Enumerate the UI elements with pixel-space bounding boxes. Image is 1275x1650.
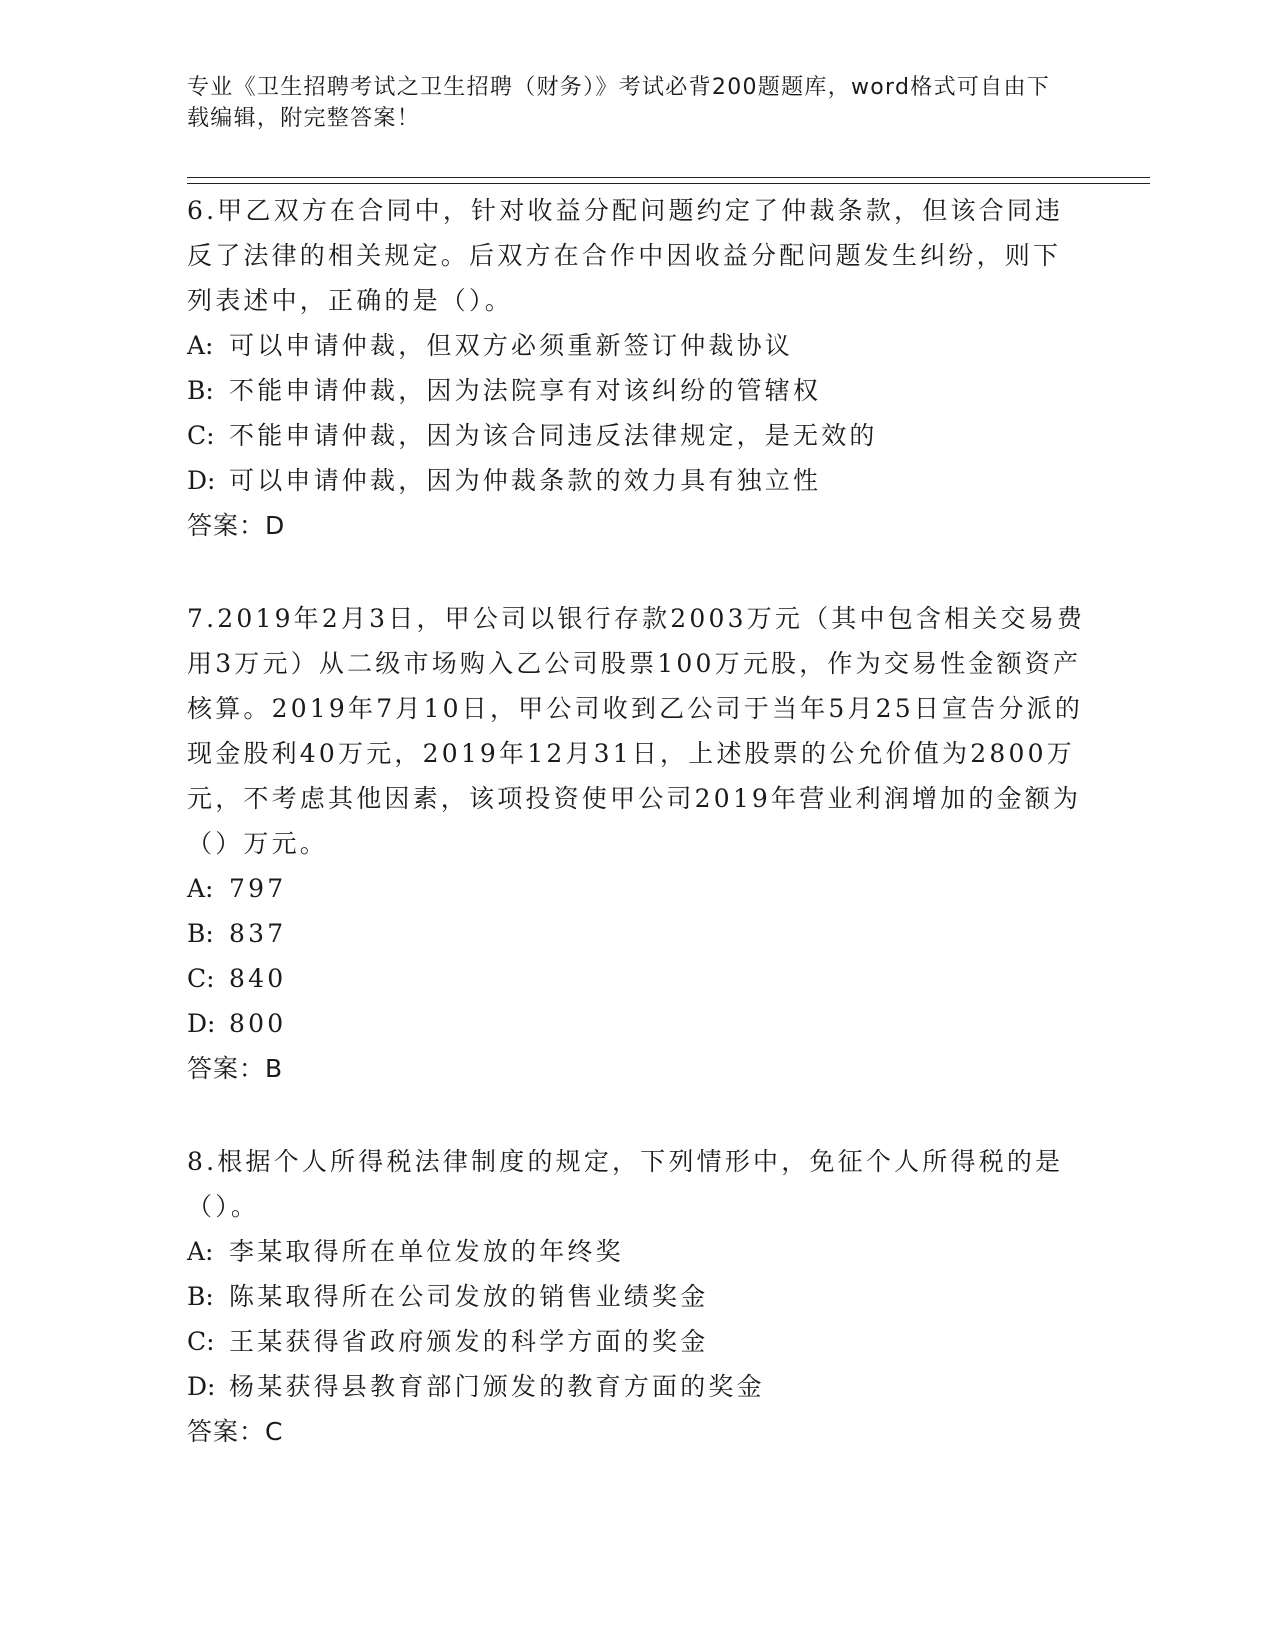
option-key: A: xyxy=(187,1237,214,1266)
header-divider-top xyxy=(187,177,1150,178)
option-c xyxy=(187,956,1087,1001)
option-d xyxy=(187,458,1087,503)
option-text: 李某取得所在单位发放的年终奖 xyxy=(229,1237,624,1266)
option-text: 杨某获得县教育部门颁发的教育方面的奖金 xyxy=(229,1372,765,1401)
option-key: C: xyxy=(187,1327,215,1356)
option-key: B: xyxy=(187,376,214,405)
option-text: 陈某取得所在公司发放的销售业绩奖金 xyxy=(229,1282,709,1311)
answer: 答案：B xyxy=(187,1054,284,1083)
question-stem: 6.甲乙双方在合同中，针对收益分配问题约定了仲裁条款，但该合同违反了法律的相关规定。后双方在合作中因收益分配问题发生纠纷，则下列表述中，正确的是（）。 xyxy=(187,196,1064,315)
answer: 答案：C xyxy=(187,1417,284,1446)
header-divider-bottom xyxy=(187,183,1150,184)
option-key: C: xyxy=(187,421,215,450)
option-key: B: xyxy=(187,1282,214,1311)
document-header: 专业《卫生招聘考试之卫生招聘（财务）》考试必背200题题库，word格式可自由下载编辑，附完整答案！ xyxy=(187,75,1051,131)
option-key: A: xyxy=(187,874,214,903)
option-key: B: xyxy=(187,919,214,948)
option-d xyxy=(187,1364,1087,1409)
option-c xyxy=(187,413,1087,458)
option-d xyxy=(187,1001,1087,1046)
question-7 xyxy=(187,596,1087,1091)
option-text: 800 xyxy=(229,1009,287,1038)
option-key: D: xyxy=(187,1372,216,1401)
option-b xyxy=(187,911,1087,956)
option-b xyxy=(187,368,1087,413)
question-stem: 7.2019年2月3日，甲公司以银行存款2003万元（其中包含相关交易费用3万元）从二级市场购入乙公司股票100万元股，作为交易性金额资产核算。2019年7月10日，甲公司收到乙公司于当年5月25日宣告分派的现金股利40万元，2019年12月31日，上述股票的公允价值为2800万元，不考虑其他因素，该项投资使甲公司2019年营业利润增加的金额为（）万元。 xyxy=(187,604,1086,858)
option-c xyxy=(187,1319,1087,1364)
option-text: 不能申请仲裁，因为该合同违反法律规定，是无效的 xyxy=(229,421,878,450)
option-text: 不能申请仲裁，因为法院享有对该纠纷的管辖权 xyxy=(229,376,822,405)
option-text: 797 xyxy=(229,874,287,903)
option-key: D: xyxy=(187,1009,216,1038)
question-stem: 8.根据个人所得税法律制度的规定，下列情形中，免征个人所得税的是（）。 xyxy=(187,1147,1064,1221)
option-text: 可以申请仲裁，因为仲裁条款的效力具有独立性 xyxy=(229,466,822,495)
option-a xyxy=(187,866,1087,911)
option-text: 可以申请仲裁，但双方必须重新签订仲裁协议 xyxy=(229,331,794,360)
option-key: C: xyxy=(187,964,215,993)
option-a xyxy=(187,323,1087,368)
option-b xyxy=(187,1274,1087,1319)
question-8 xyxy=(187,1139,1087,1454)
option-key: D: xyxy=(187,466,216,495)
option-text: 837 xyxy=(229,919,287,948)
option-text: 王某获得省政府颁发的科学方面的奖金 xyxy=(229,1327,709,1356)
option-text: 840 xyxy=(229,964,287,993)
option-key: A: xyxy=(187,331,214,360)
option-a xyxy=(187,1229,1087,1274)
answer: 答案：D xyxy=(187,511,286,540)
question-6 xyxy=(187,188,1087,548)
